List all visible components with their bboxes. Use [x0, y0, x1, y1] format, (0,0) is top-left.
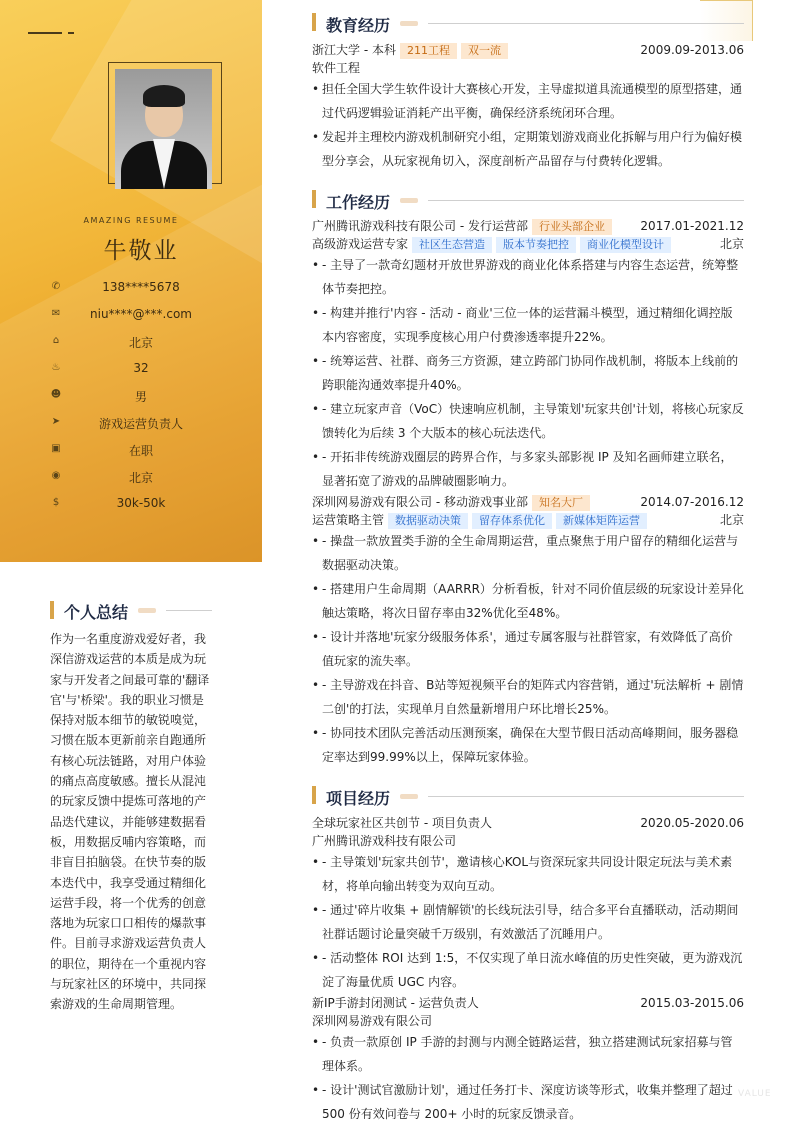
bullet-item: [312, 253, 744, 301]
resume-tagline: AMAZING RESUME: [83, 216, 179, 225]
job-company-row: [312, 218, 744, 235]
summary-text: 作为一名重度游戏爱好者，我深信游戏运营的本质是成为玩家与开发者之间最可靠的'翻译官'与'桥梁'。我的职业习惯是保持对版本细节的敏锐嗅觉，习惯在版本更新前亲自跑通所有核心玩法链路，对用户体验的痛点高度敏感。擅长从混沌的玩家反馈中提炼可落地的产品迭代建议，并能够建数据看板，用数据反哺内容策略，而非盲目拍脑袋。在快节奏的版本迭代中，我享受通过精细化运营手段，将一个优秀的创意落地为玩家口口相传的爆款事件。目前寻求游戏运营负责人的职位，期待在一个重视内容与玩家社区的环境中，共同探索游戏的生命周期管理。: [50, 632, 210, 1012]
contact-info-row: [46, 305, 246, 325]
bullet-item: [312, 625, 744, 673]
bullet-item: [312, 673, 744, 721]
company-tag: 知名大厂: [532, 495, 590, 511]
bullet-dot: •: [312, 82, 320, 96]
bullet-dot: •: [312, 678, 320, 692]
section-bar: [312, 190, 316, 208]
project-row: [312, 995, 744, 1012]
bullet-item: [312, 445, 744, 493]
job-role-row: [312, 512, 744, 529]
candidate-name: 牛敬业: [103, 238, 179, 264]
bullet-item: [312, 397, 744, 445]
home-icon: ⌂: [52, 335, 60, 346]
bullet-item: [312, 301, 744, 349]
project-org-row: [312, 1013, 744, 1030]
job-role: 高级游戏运营专家: [312, 237, 409, 251]
bullet-dot: •: [312, 1083, 320, 1097]
decor-pill: [400, 198, 418, 203]
divider: [428, 23, 744, 24]
cake-icon: ♨: [51, 362, 61, 373]
bullet-text: - 建立玩家声音（VoC）快速响应机制，主导策划'玩家共创'计划，将核心玩家反馈转化为后续 3 个大版本的核心玩法迭代。: [322, 402, 744, 440]
bullet-text: - 操盘一款放置类手游的全生命周期运营，重点聚焦于用户留存的精细化运营与数据驱动决策。: [322, 534, 739, 572]
bullet-dot: •: [312, 855, 320, 869]
job-date: 2017.01-2021.12: [640, 219, 744, 233]
contact-info-row: [46, 386, 246, 406]
bullet-item: [312, 77, 744, 125]
project-name: 全球玩家社区共创节 - 项目负责人: [312, 816, 492, 830]
contact-info-row: [46, 278, 246, 298]
school-tag: 双一流: [461, 43, 508, 59]
project-name: 新IP手游封闭测试 - 运营负责人: [312, 996, 479, 1010]
decor-pill: [400, 21, 418, 26]
school-tag: 211工程: [400, 43, 457, 59]
major-row: [312, 60, 744, 77]
bullet-item: [312, 721, 744, 769]
bullet-item: [312, 1030, 744, 1078]
contact-info-row: [46, 359, 246, 379]
work-title: 工作经历: [326, 193, 391, 212]
bullet-text: - 主导了一款奇幻题材开放世界游戏的商业化体系搭建与内容生态运营，统筹整体节奏把控。: [322, 258, 739, 296]
job-city: 北京: [719, 237, 744, 251]
education-row: [312, 42, 744, 59]
bullet-dot: •: [312, 450, 320, 464]
decor-dash: [28, 32, 62, 34]
contact-info-value: 游戏运营负责人: [98, 417, 183, 431]
bullet-text: - 协同技术团队完善活动压测预案，确保在大型节假日活动高峰期间，服务器稳定率达到99.99%以上，保障玩家体验。: [322, 726, 739, 764]
bullet-text: - 开拓非传统游戏圈层的跨界合作，与多家头部影视 IP 及知名画师建立联名，显著拓宽了游戏的品牌破圈影响力。: [322, 450, 733, 488]
bullet-text: - 设计并落地'玩家分级服务体系'，通过专属客服与社群管家，有效降低了高价值玩家的流失率。: [322, 630, 733, 668]
briefcase-icon: ▣: [51, 443, 61, 454]
job-date: 2014.07-2016.12: [640, 495, 744, 509]
project-org: 深圳网易游戏有限公司: [312, 1014, 433, 1028]
mail-icon: ✉: [51, 308, 61, 319]
project-date: 2020.05-2020.06: [640, 816, 744, 830]
contact-info-value: 北京: [128, 471, 153, 485]
bullet-text: - 主导策划'玩家共创节'，邀请核心KOL与资深玩家共同设计限定玩法与美术素材，将单向输出转变为双向互动。: [322, 855, 733, 893]
avatar-photo: [115, 69, 212, 189]
bullet-item: [312, 125, 744, 173]
gender-icon: ☻: [50, 389, 62, 400]
bullet-dot: •: [312, 306, 320, 320]
divider: [428, 200, 744, 201]
decor-dash: [68, 32, 74, 34]
bullet-item: [312, 349, 744, 397]
education-title: 教育经历: [326, 16, 391, 35]
bullet-item: [312, 1078, 744, 1126]
bullet-text: - 设计'测试官激励计划'，通过任务打卡、深度访谈等形式，收集并整理了超过 500 份有效问卷与 200+ 小时的玩家反馈录音。: [322, 1083, 733, 1121]
skill-tag: 社区生态营造: [412, 237, 492, 253]
bullet-dot: •: [312, 1035, 320, 1049]
contact-info-value: 32: [133, 361, 149, 375]
send-icon: ➤: [51, 416, 61, 427]
major: 软件工程: [312, 61, 361, 75]
job-city: 北京: [719, 513, 744, 527]
bullet-dot: •: [312, 951, 320, 965]
bullet-item: [312, 946, 744, 994]
bullet-dot: •: [312, 582, 320, 596]
job-role: 运营策略主管: [312, 513, 385, 527]
project-row: [312, 815, 744, 832]
job-company: 深圳网易游戏有限公司 - 移动游戏事业部: [312, 495, 528, 509]
contact-info-value: 138****5678: [102, 280, 180, 294]
bullet-text: - 负责一款原创 IP 手游的封测与内测全链路运营，独立搭建测试玩家招募与管理体系。: [322, 1035, 733, 1073]
school-name: 浙江大学 - 本科: [312, 43, 396, 57]
bullet-dot: •: [312, 630, 320, 644]
decor-pill: [138, 608, 156, 613]
contact-info-row: [46, 332, 246, 352]
company-tag: 行业头部企业: [532, 219, 612, 235]
decor-pill: [400, 794, 418, 799]
education-heading: [312, 13, 744, 33]
bullet-dot: •: [312, 534, 320, 548]
phone-icon: ✆: [51, 281, 61, 292]
projects-heading: [312, 786, 744, 806]
bullet-item: [312, 577, 744, 625]
divider: [428, 796, 744, 797]
skill-tag: 版本节奏把控: [496, 237, 576, 253]
skill-tag: 数据驱动决策: [388, 513, 468, 529]
bullet-text: - 活动整体 ROI 达到 1:5，不仅实现了单日流水峰值的历史性突破，更为游戏沉淀了海量优质 UGC 内容。: [322, 951, 743, 989]
contact-info-value: 30k-50k: [116, 496, 166, 510]
bullet-dot: •: [312, 726, 320, 740]
contact-info-row: [46, 467, 246, 487]
section-bar: [312, 13, 316, 31]
bullet-text: 担任全国大学生软件设计大赛核心开发，主导虚拟道具流通模型的原型搭建，通过代码逻辑验证消耗产出平衡，确保经济系统闭环合理。: [322, 82, 743, 120]
bullet-dot: •: [312, 130, 320, 144]
location-icon: ◉: [51, 470, 61, 481]
contact-info-row: [46, 440, 246, 460]
bullet-dot: •: [312, 402, 320, 416]
project-org-row: [312, 833, 744, 850]
skill-tag: 新媒体矩阵运营: [556, 513, 647, 529]
bullet-dot: •: [312, 258, 320, 272]
project-org: 广州腾讯游戏科技有限公司: [312, 834, 457, 848]
job-company: 广州腾讯游戏科技有限公司 - 发行运营部: [312, 219, 528, 233]
salary-icon: $: [52, 497, 60, 508]
bullet-item: [312, 898, 744, 946]
section-bar: [312, 786, 316, 804]
divider: [166, 610, 212, 611]
bullet-dot: •: [312, 354, 320, 368]
summary-title: 个人总结: [64, 603, 129, 622]
skill-tag: 商业化模型设计: [580, 237, 671, 253]
contact-info-value: niu****@***.com: [90, 307, 192, 321]
bullet-text: - 搭建用户生命周期（AARRR）分析看板，针对不同价值层级的玩家设计差异化触达策略，将次日留存率由32%优化至48%。: [322, 582, 744, 620]
bullet-text: 发起并主理校内游戏机制研究小组，定期策划游戏商业化拆解与用户行为偏好模型分享会，从玩家视角切入，深度剖析产品留存与付费转化逻辑。: [322, 130, 743, 168]
projects-title: 项目经历: [326, 789, 391, 808]
job-role-row: [312, 236, 744, 253]
contact-info-row: [46, 413, 246, 433]
bullet-item: [312, 529, 744, 577]
bullet-text: - 主导游戏在抖音、B站等短视频平台的矩阵式内容营销，通过'玩法解析 + 剧情二创'的打法，实现单月自然量新增用户环比增长25%。: [322, 678, 744, 716]
job-company-row: [312, 494, 744, 511]
contact-info-value: 在职: [128, 444, 153, 458]
contact-info-row: [46, 494, 246, 514]
watermark-text: VALUE: [738, 1089, 772, 1099]
work-heading: [312, 190, 744, 210]
bullet-item: [312, 850, 744, 898]
education-date: 2009.09-2013.06: [640, 43, 744, 57]
contact-info-value: 男: [134, 390, 147, 404]
contact-info-value: 北京: [128, 336, 153, 350]
project-date: 2015.03-2015.06: [640, 996, 744, 1010]
bullet-text: - 统筹运营、社群、商务三方资源，建立跨部门协同作战机制，将版本上线前的跨职能沟通效率提升40%。: [322, 354, 739, 392]
bullet-text: - 构建并推行'内容 - 活动 - 商业'三位一体的运营漏斗模型，通过精细化调控版本内容密度，实现季度核心用户付费渗透率提升22%。: [322, 306, 733, 344]
bullet-text: - 通过'碎片收集 + 剧情解锁'的长线玩法引导，结合多平台直播联动，活动期间社群话题讨论量突破千万级别，有效激活了沉睡用户。: [322, 903, 739, 941]
skill-tag: 留存体系优化: [472, 513, 552, 529]
section-bar: [50, 601, 54, 619]
bullet-dot: •: [312, 903, 320, 917]
